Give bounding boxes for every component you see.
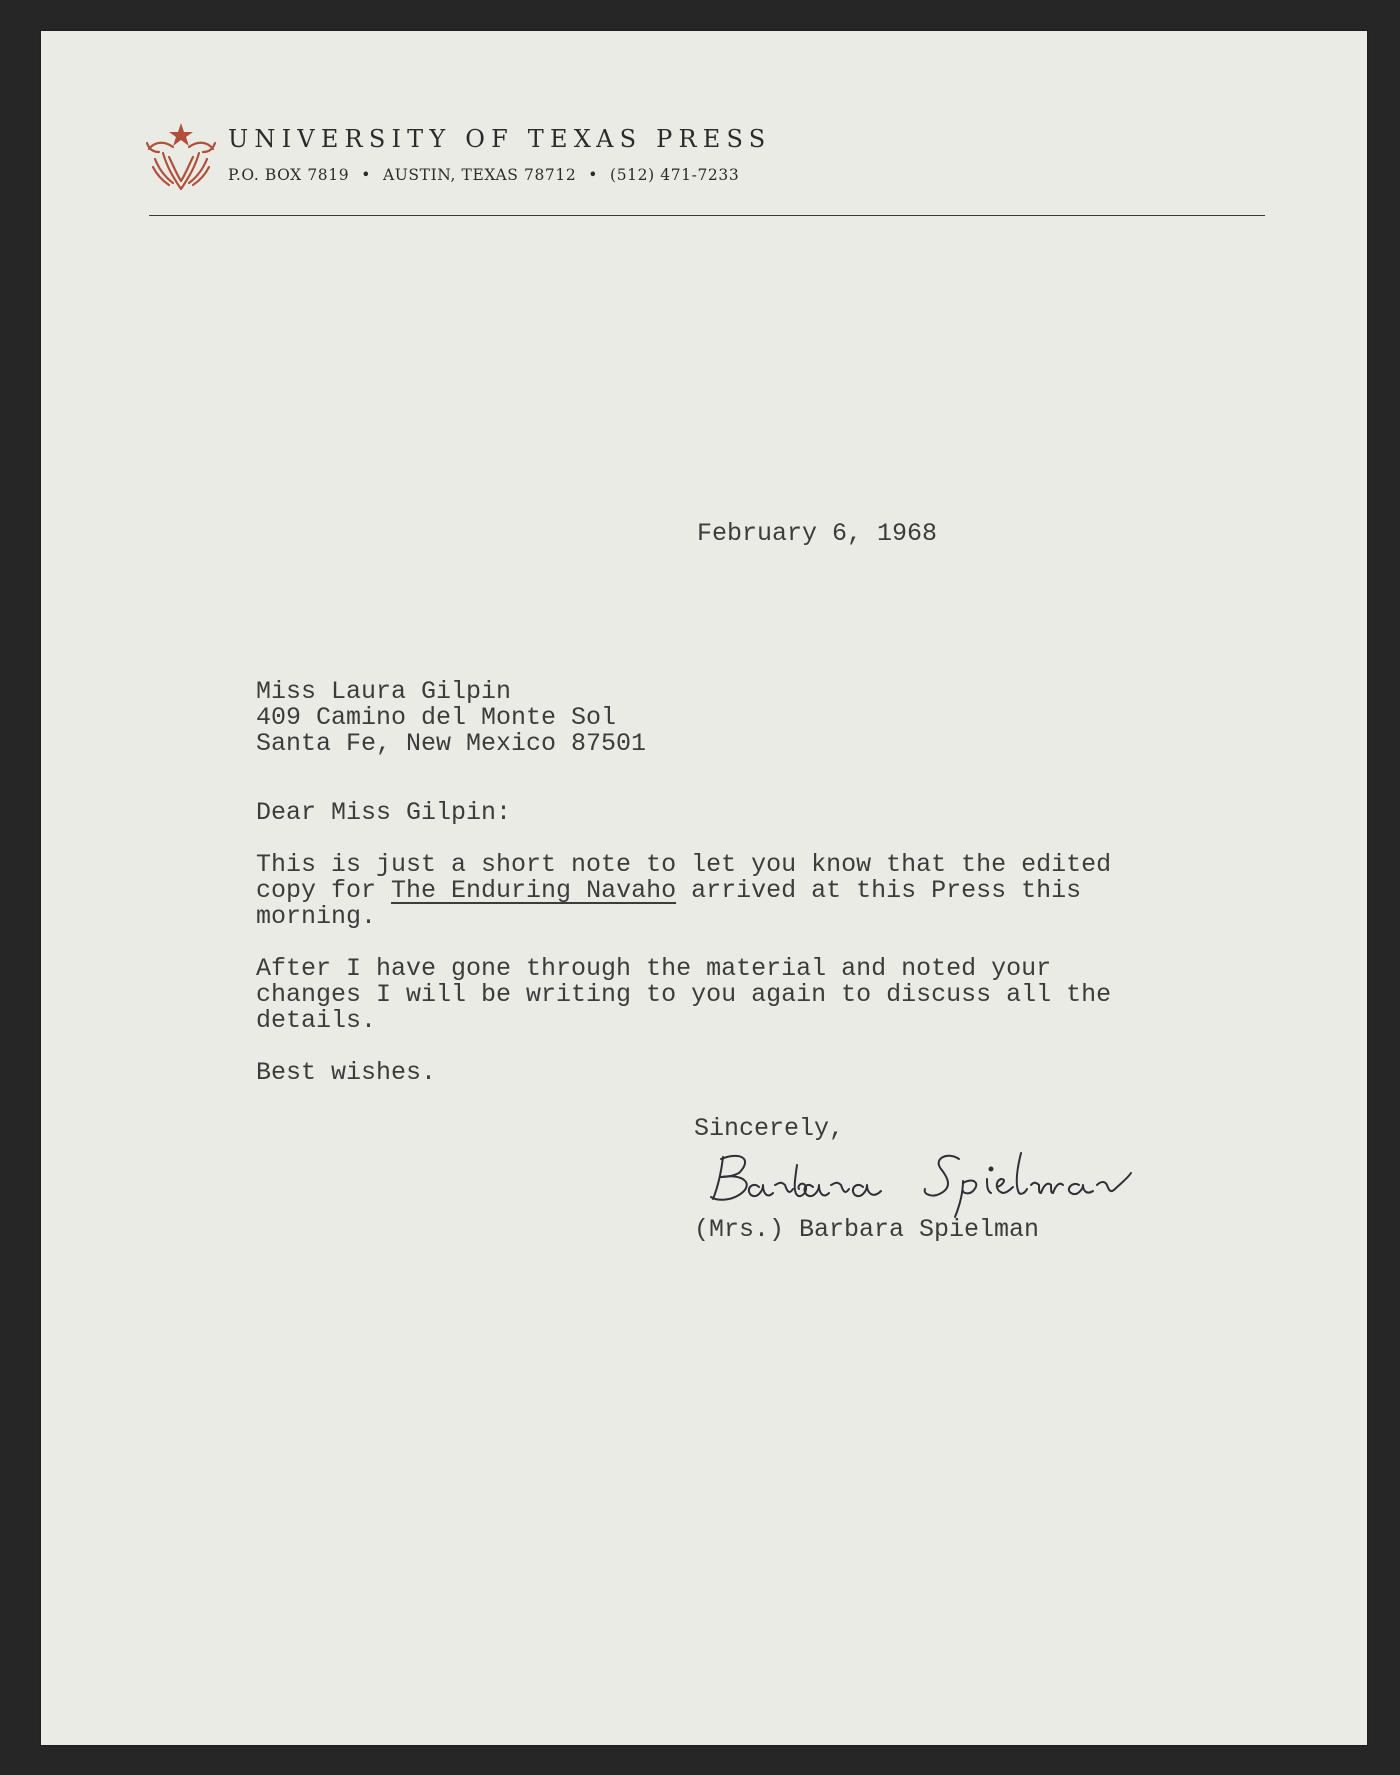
handwritten-signature bbox=[701, 1129, 1171, 1219]
letterhead-phone: (512) 471-7233 bbox=[610, 166, 740, 184]
letterhead-po-box: P.O. BOX 7819 bbox=[228, 166, 350, 184]
paragraph-line: After I have gone through the material and noted your bbox=[256, 954, 1052, 983]
recipient-city: Santa Fe, New Mexico 87501 bbox=[256, 729, 647, 758]
letter-date: February 6, 1968 bbox=[697, 519, 938, 548]
body-paragraph-1 bbox=[256, 852, 1111, 930]
recipient-name: Miss Laura Gilpin bbox=[256, 677, 512, 706]
letterhead-rule bbox=[149, 215, 1265, 216]
separator-dot: • bbox=[361, 166, 371, 184]
paragraph-fragment: arrived at this Press this bbox=[676, 876, 1082, 905]
paragraph-line bbox=[256, 878, 1111, 904]
body-paragraph-2 bbox=[256, 956, 1111, 1034]
letterhead-address bbox=[228, 166, 739, 184]
recipient-address bbox=[256, 679, 646, 757]
letter-page bbox=[41, 31, 1367, 1745]
letterhead-organization: UNIVERSITY OF TEXAS PRESS bbox=[228, 125, 772, 153]
paragraph-line: morning. bbox=[256, 902, 377, 931]
closing-note: Best wishes. bbox=[256, 1058, 437, 1087]
paragraph-fragment: copy for bbox=[256, 876, 392, 905]
separator-dot: • bbox=[588, 166, 599, 184]
letterhead-city: AUSTIN, TEXAS 78712 bbox=[382, 166, 577, 184]
paragraph-line: details. bbox=[256, 1006, 377, 1035]
paragraph-line: changes I will be writing to you again to discuss all the bbox=[256, 980, 1112, 1009]
book-title: The Enduring Navaho bbox=[391, 876, 677, 905]
complimentary-close: Sincerely, bbox=[694, 1114, 845, 1143]
recipient-street: 409 Camino del Monte Sol bbox=[256, 703, 617, 732]
longhorn-seal-icon bbox=[145, 119, 217, 193]
signer-name: (Mrs.) Barbara Spielman bbox=[694, 1215, 1040, 1244]
paragraph-line: This is just a short note to let you know that the edited bbox=[256, 850, 1112, 879]
salutation: Dear Miss Gilpin: bbox=[256, 798, 512, 827]
